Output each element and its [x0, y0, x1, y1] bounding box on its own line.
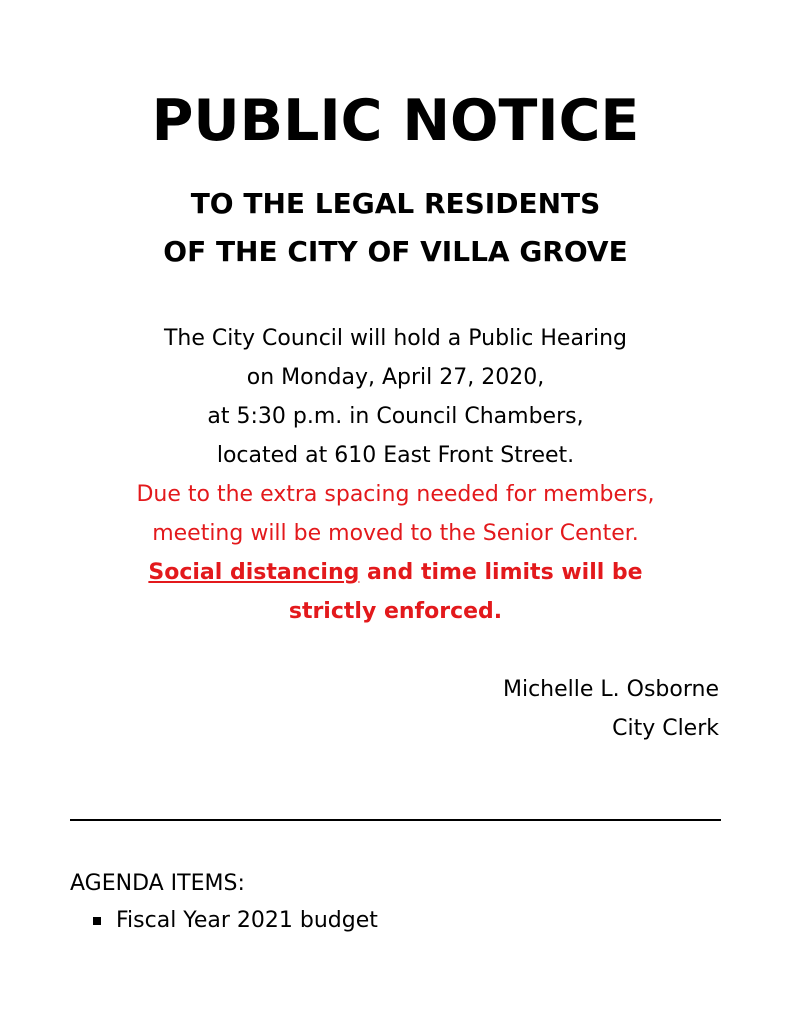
notice-title: PUBLIC NOTICE [151, 88, 640, 154]
notice-subtitle [0, 180, 791, 276]
subtitle-line-2: OF THE CITY OF VILLA GROVE [163, 235, 628, 268]
venue-change-line: meeting will be moved to the Senior Center. [152, 521, 639, 546]
enforcement-line [0, 553, 791, 592]
subtitle-line-1: TO THE LEGAL RESIDENTS [190, 187, 601, 220]
notice-body [0, 319, 791, 631]
square-bullet-icon [93, 917, 101, 925]
agenda-item-label: Fiscal Year 2021 budget [116, 908, 378, 933]
divider [70, 819, 721, 821]
agenda-heading: AGENDA ITEMS: [70, 871, 245, 896]
body-line: at 5:30 p.m. in Council Chambers, [207, 404, 584, 429]
signature-name: Michelle L. Osborne [502, 677, 719, 702]
agenda-list [93, 903, 378, 939]
social-distancing-text: Social distancing [148, 560, 360, 585]
list-item [93, 903, 378, 939]
signature-role: City Clerk [612, 716, 719, 741]
body-line: The City Council will hold a Public Hearing [163, 326, 628, 351]
body-line: on Monday, April 27, 2020, [246, 365, 545, 390]
enforcement-text: and time limits will be [359, 560, 643, 585]
signature-block [503, 670, 719, 748]
venue-change-line: Due to the extra spacing needed for members, [136, 482, 655, 507]
body-line: located at 610 East Front Street. [216, 443, 575, 468]
enforcement-line-2: strictly enforced. [288, 599, 503, 624]
